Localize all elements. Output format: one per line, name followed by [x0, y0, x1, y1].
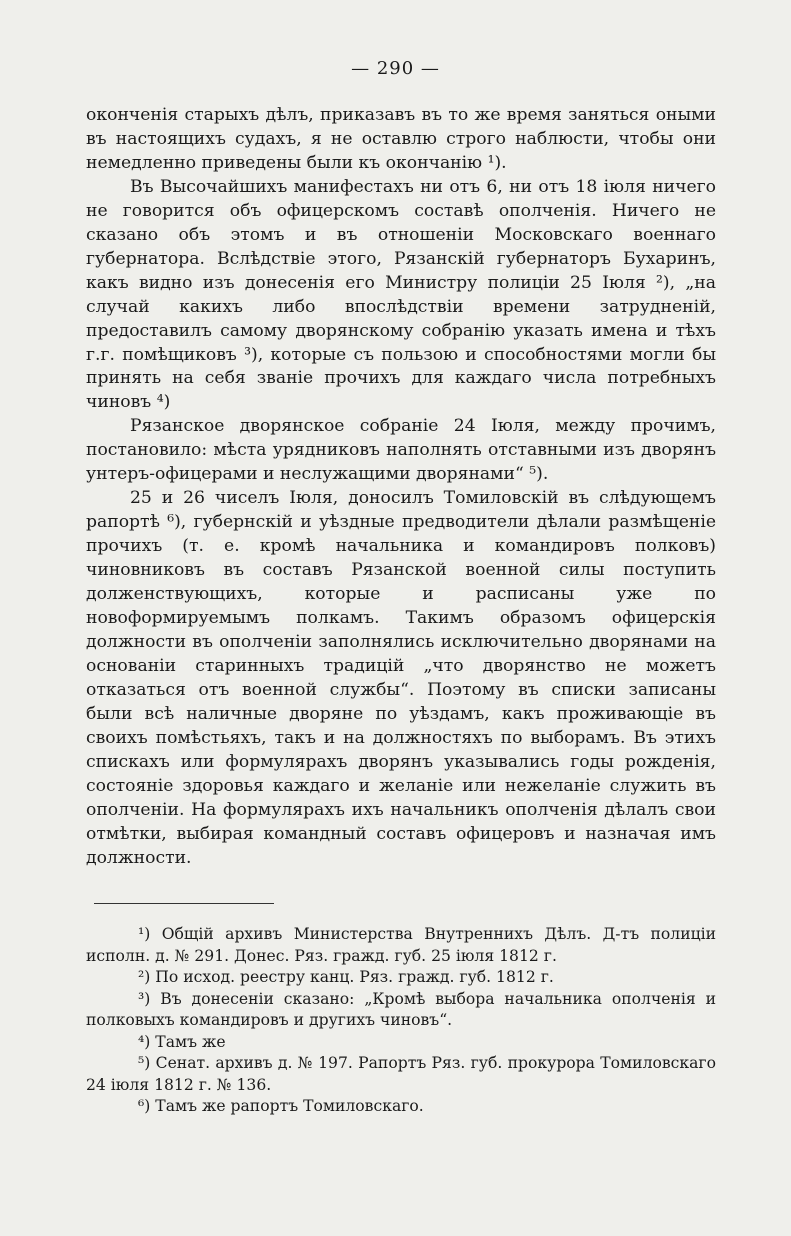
footnote-divider — [94, 903, 274, 904]
footnote-5: ⁵) Сенат. архивъ д. № 197. Рапортъ Ряз. губ. прокурора Томиловскаго 24 іюля 1812 г. № 136. — [86, 1054, 716, 1094]
footnote-1: ¹) Общій архивъ Министерства Внутреннихъ Дѣлъ. Д-тъ полиціи исполн. д. № 291. Донес. Ряз. гражд. губ. 25 іюля 1812 г. — [86, 925, 716, 965]
paragraph-4: 25 и 26 чиселъ Іюля, доносилъ Томиловскій въ слѣдующемъ рапортѣ ⁶), губернскій и уѣздные предводители дѣлали размѣщеніе прочихъ (т. е. кромѣ начальника и командировъ полковъ) чиновниковъ въ составъ Рязанской военной силы поступить долженствующихъ, которые и расписаны уже по новоформируемымъ полкамъ. Такимъ образомъ офицерскія должности въ ополченіи заполнялись исключительно дворянами на основаніи старинныхъ традицій „что дворянство не можетъ отказаться отъ военной службы“. Поэтому въ списки записаны были всѣ наличные дворяне по уѣздамъ, какъ проживающіе въ своихъ помѣстьяхъ, такъ и на должностяхъ по выборамъ. Въ этихъ спискахъ или формулярахъ дворянъ указывались годы рожденія, состояніе здоровья каждаго и желаніе или нежеланіе служить въ ополченіи. На формулярахъ ихъ начальникъ ополченія дѣлалъ свои отмѣтки, выбирая командный составъ офицеровъ и назначая имъ должности. — [86, 488, 716, 868]
footnote-6: ⁶) Тамъ же рапортъ Томиловскаго. — [138, 1097, 424, 1115]
footnote-3: ³) Въ донесеніи сказано: „Кромѣ выбора начальника ополченія и полковыхъ командировъ и другихъ чиновъ“. — [86, 989, 716, 1029]
paragraph-1: оконченія старыхъ дѣлъ, приказавъ въ то же время заняться оными въ настоящихъ судахъ, я не оставлю строго наблюсти, чтобы они немедленно приведены были къ окончанію ¹). — [86, 105, 716, 173]
footnote-2: ²) По исход. реестру канц. Ряз. гражд. губ. 1812 г. — [138, 968, 554, 986]
paragraph-2: Въ Высочайшихъ манифестахъ ни отъ 6, ни отъ 18 іюля ничего не говорится объ офицерскомъ составѣ ополченія. Ничего не сказано объ этомъ и въ отношеніи Московскаго военнаго губернатора. Вслѣдствіе этого, Рязанскій губернаторъ Бухаринъ, какъ видно изъ донесенія его Министру полиціи 25 Іюля ²), „на случай какихъ либо впослѣдствіи времени затрудненій, предоставилъ самому дворянскому собранію указать имена и тѣхъ г.г. помѣщиковъ ³), которые съ пользою и способностями могли бы принять на себя званіе прочихъ для каждаго числа потребныхъ чиновъ ⁴) — [86, 176, 716, 413]
paragraph-3: Рязанское дворянское собраніе 24 Іюля, между прочимъ, постановило: мѣста урядниковъ наполнять отставными изъ дворянъ унтеръ-офицерами и неслужащими дворянами“ ⁵). — [86, 416, 716, 485]
footnotes — [86, 924, 716, 1118]
page-number: — 290 — — [351, 58, 440, 79]
main-text — [86, 104, 716, 871]
footnote-4: ⁴) Тамъ же — [138, 1032, 226, 1051]
